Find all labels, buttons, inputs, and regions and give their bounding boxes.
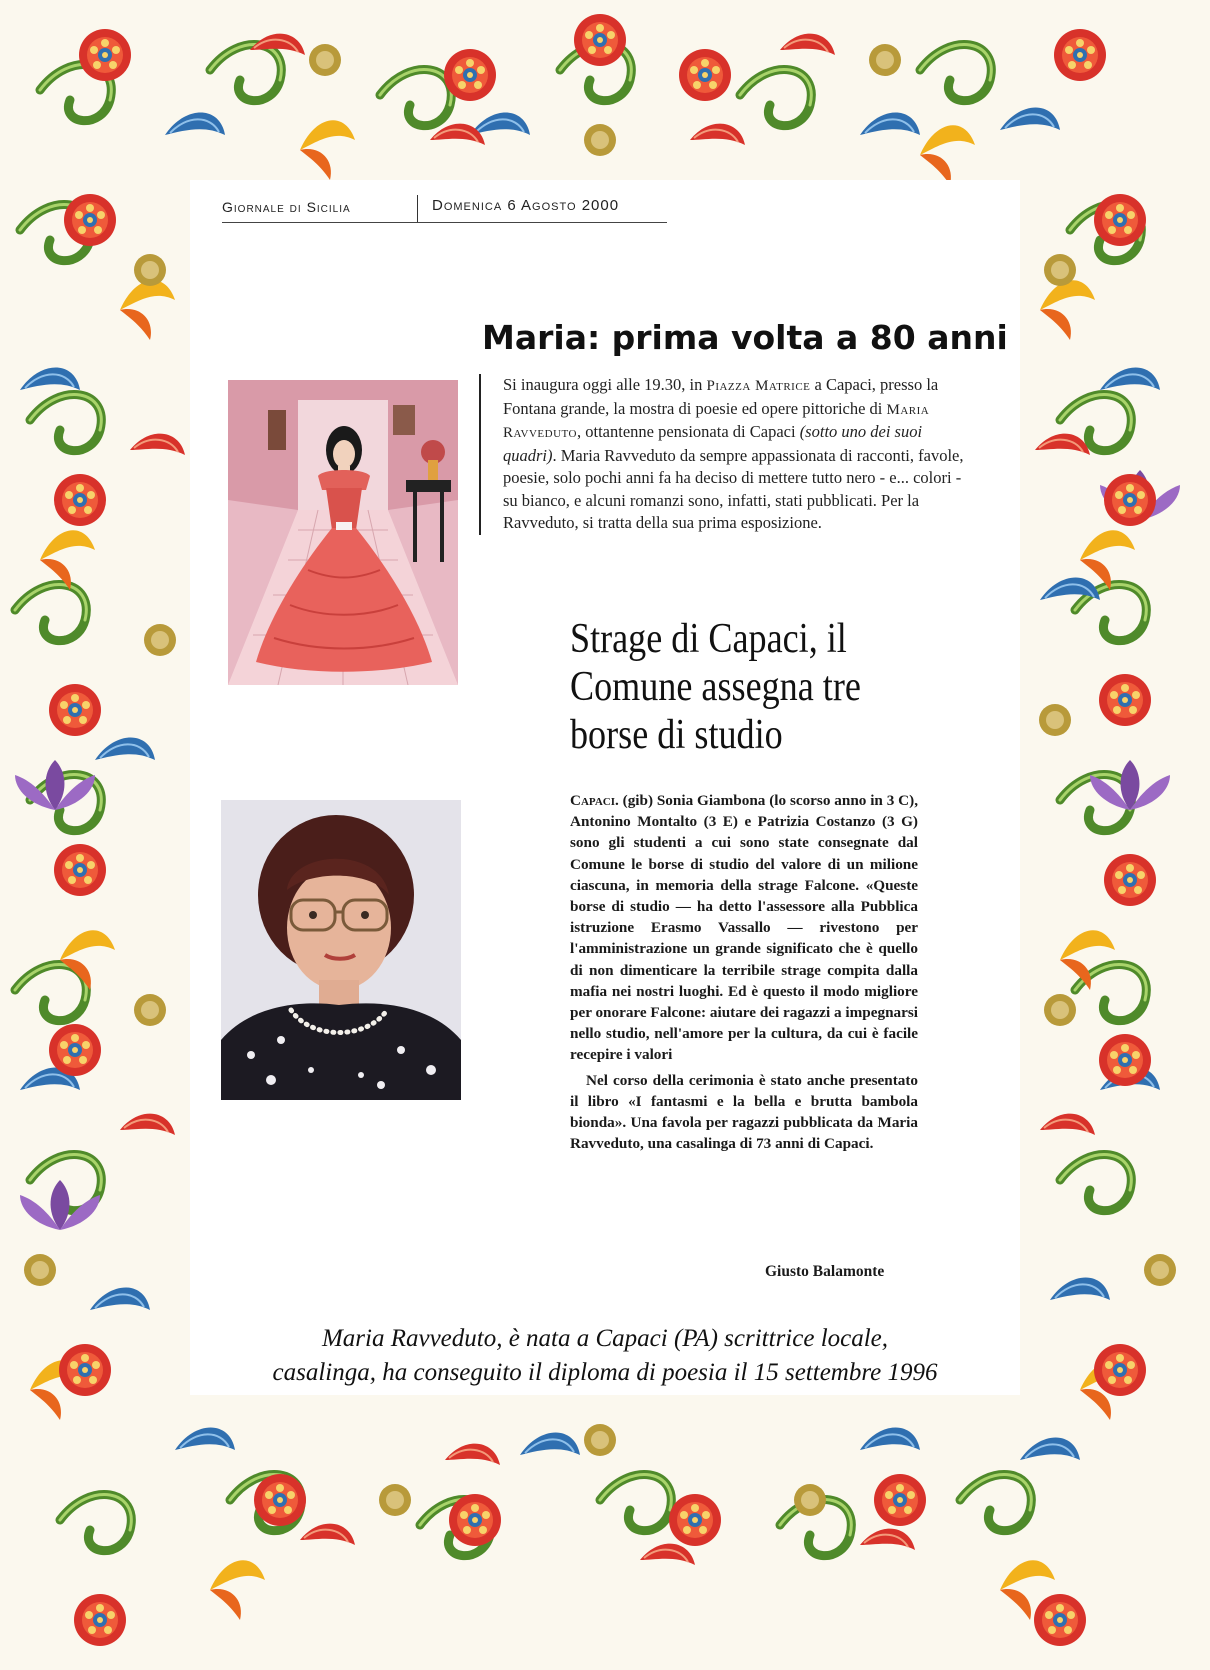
- article1-text-c: . Maria Ravveduto da sempre appassionata di racconti, favole, poesie, solo pochi anni fa ha deciso di mettere tutto nero - e... colori - su bianco, e alcuni romanzi sono, infatti, stati pubblicati. Per la Ravveduto, si tratta della sua prima esposizione.: [503, 445, 964, 532]
- article1-headline: Maria: prima volta a 80 anni: [482, 318, 1008, 357]
- biography-caption: [190, 1322, 1020, 1390]
- article2-paragraph-1: [570, 790, 918, 1066]
- article1-body: [479, 374, 978, 535]
- article1-place: Piazza Matrice: [706, 378, 811, 394]
- article2-dateline: Capaci.: [570, 792, 619, 809]
- article1-text-a: a Capaci, presso la Fontana grande, la mostra di poesie ed opere pittoriche di: [503, 375, 939, 418]
- painting-lady-in-red-dress: [228, 380, 458, 685]
- newspaper-name: Giornale di Sicilia: [222, 199, 351, 215]
- portrait-photo-maria-ravveduto: [221, 800, 461, 1100]
- article1-photo-note: (sotto uno dei suoi quadri): [503, 422, 923, 465]
- article-panel: [190, 180, 1020, 1395]
- masthead: [222, 195, 667, 225]
- article2-body: [570, 790, 918, 1154]
- article1-author: Maria Ravveduto: [503, 401, 930, 441]
- article1-text-b: , ottantenne pensionata di Capaci: [577, 422, 800, 441]
- caption-line-1: Maria Ravveduto, è nata a Capaci (PA) scrittrice locale,: [321, 1325, 889, 1352]
- masthead-rule: [222, 222, 667, 223]
- article1-text-pre: Si inaugura oggi alle 19.30, in: [503, 375, 707, 394]
- article2-byline: Giusto Balamonte: [765, 1263, 885, 1280]
- caption-line-2: casalinga, ha conseguito il diploma di poesia il 15 settembre 1996: [272, 1359, 938, 1386]
- masthead-separator: [417, 195, 418, 223]
- article2-paragraph-2: Nel corso della cerimonia è stato anche presentato il libro «I fantasmi e la bella e brutta bambola bionda». Una favola per ragazzi pubblicata da Maria Ravveduto, una casalinga di 73 anni di Capaci.: [570, 1071, 918, 1153]
- article2-headline: Strage di Capaci, il Comune assegna tre borse di studio: [570, 616, 861, 758]
- issue-date: Domenica 6 Agosto 2000: [432, 197, 620, 214]
- article2-paragraph-1-text: (gib) Sonia Giambona (lo scorso anno in 3 C), Antonino Montalto (3 E) e Patrizia Costanzo (3 G) sono gli studenti a cui sono state consegnate dal Comune le borse di studio del valore di un milione ciascuna, in memoria della strage Falcone. «Queste borse di studio — ha detto l'assessore alla Pubblica istruzione Erasmo Vassallo — rivestono per l'amministrazione un grande significato che è quello di non dimenticare la terribile strage compita dalla mafia nei nostri luoghi. Ed è questo il modo migliore per onorare Falcone: aiutare dei ragazzi a impegnarsi nello studio, nell'amore per la cultura, da cui è facile recepire i valori: [570, 792, 918, 1064]
